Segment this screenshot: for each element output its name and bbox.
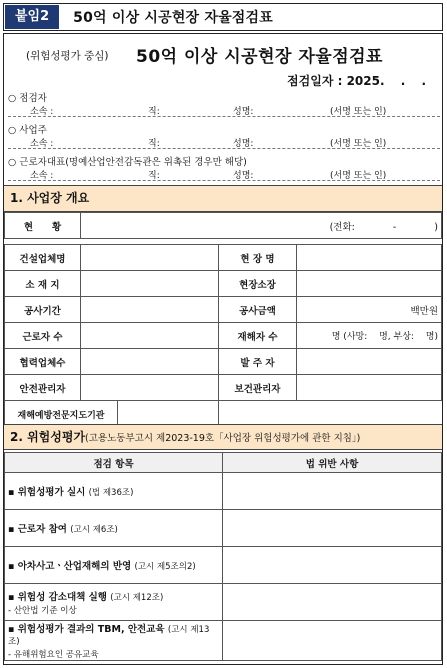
field-signature: (서명 또는 인) — [330, 107, 387, 117]
label-site-name: 현 장 명 — [219, 245, 297, 271]
title-bar — [3, 3, 443, 31]
inspector-signature-line[interactable] — [8, 104, 440, 117]
item-label: ▪ 위험성평가 결과의 TBM, 안전교육 (고시 제13조) - 유해위험요인 공유교육 — [5, 621, 223, 661]
field-signature: (서명 또는 인) — [330, 171, 387, 181]
employer-heading: ○ 사업주 — [8, 125, 47, 136]
item-label: ▪ 근로자 참여 (고시 제6조) — [5, 510, 223, 547]
label-location: 소 재 지 — [5, 271, 81, 297]
field-phone[interactable]: (전화: - ) — [81, 213, 442, 239]
overview-table — [4, 212, 442, 428]
worker-rep-signature-line[interactable] — [8, 168, 440, 181]
item-label: ▪ 위험성평가 실시 (법 제36조) — [5, 473, 223, 510]
table-row — [5, 510, 442, 547]
field-name: 성명: — [233, 107, 254, 117]
checklist-sheet — [3, 33, 443, 665]
value-safety-manager[interactable] — [81, 375, 219, 401]
label-prevention-org: 재해예방전문지도기관 — [5, 401, 118, 427]
violation-field[interactable] — [223, 621, 442, 661]
risk-checklist-table — [4, 452, 442, 661]
label-client: 발 주 자 — [219, 349, 297, 375]
field-name: 성명: — [233, 139, 254, 149]
field-affiliation: 소속 : — [30, 171, 54, 181]
label-amount: 공사금액 — [219, 297, 297, 323]
section-risk-header — [4, 424, 442, 450]
field-affiliation: 소속 : — [30, 139, 54, 149]
label-period: 공사기간 — [5, 297, 81, 323]
table-row — [5, 547, 442, 584]
label-partners: 협력업체수 — [5, 349, 81, 375]
violation-field[interactable] — [223, 510, 442, 547]
label-health-manager: 보건관리자 — [219, 375, 297, 401]
label-casualties: 재해자 수 — [219, 323, 297, 349]
section-risk-reference: (고용노동부고시 제2023-19호「사업장 위험성평가에 관한 지침」) — [85, 433, 361, 444]
header-check-item: 점검 항목 — [5, 453, 223, 473]
field-position: 직: — [148, 139, 160, 149]
field-position: 직: — [148, 171, 160, 181]
table-row — [5, 473, 442, 510]
sheet-heading-prefix: (위험성평가 중심) — [26, 50, 109, 62]
value-workers[interactable] — [81, 323, 219, 349]
field-signature: (서명 또는 인) — [330, 139, 387, 149]
employer-signature-line[interactable] — [8, 136, 440, 149]
item-label: ▪ 아차사고ㆍ산업재해의 반영 (고시 제5조의2) — [5, 547, 223, 584]
label-status: 현 황 — [5, 213, 81, 239]
value-amount[interactable]: 백만원 — [297, 297, 442, 323]
value-site-manager[interactable] — [297, 271, 442, 297]
value-casualties[interactable]: 명 (사망: 명, 부상: 명) — [297, 323, 442, 349]
value-period[interactable] — [81, 297, 219, 323]
header-violation: 법 위반 사항 — [223, 453, 442, 473]
section-overview-header: 1. 사업장 개요 — [4, 185, 442, 212]
field-name: 성명: — [233, 171, 254, 181]
page-title: 50억 이상 시공현장 자율점검표 — [73, 10, 273, 26]
item-label: ▪ 위험성 감소대책 실행 (고시 제12조) - 산안법 기준 이상 — [5, 584, 223, 621]
field-position: 직: — [148, 107, 160, 117]
label-site-manager: 현장소장 — [219, 271, 297, 297]
value-location[interactable] — [81, 271, 219, 297]
value-partners[interactable] — [81, 349, 219, 375]
value-site-name[interactable] — [297, 245, 442, 271]
inspector-heading: ○ 점검자 — [8, 93, 47, 104]
field-affiliation: 소속 : — [30, 107, 54, 117]
inspection-date: 점검일자 : 2025. . . — [287, 74, 426, 88]
table-row — [5, 584, 442, 621]
violation-field[interactable] — [223, 584, 442, 621]
value-health-manager[interactable] — [297, 375, 442, 401]
table-row — [5, 621, 442, 661]
value-client[interactable] — [297, 349, 442, 375]
label-workers: 근로자 수 — [5, 323, 81, 349]
label-safety-manager: 안전관리자 — [5, 375, 81, 401]
sheet-heading-title: 50억 이상 시공현장 자율점검표 — [136, 47, 383, 67]
worker-rep-heading: ○ 근로자대표(명예산업안전감독관은 위촉된 경우만 해당) — [8, 157, 247, 168]
section-risk-title: 2. 위험성평가 — [10, 430, 86, 444]
label-company: 건설업체명 — [5, 245, 81, 271]
violation-field[interactable] — [223, 473, 442, 510]
attachment-badge: 붙임2 — [5, 5, 59, 29]
value-company[interactable] — [81, 245, 219, 271]
violation-field[interactable] — [223, 547, 442, 584]
